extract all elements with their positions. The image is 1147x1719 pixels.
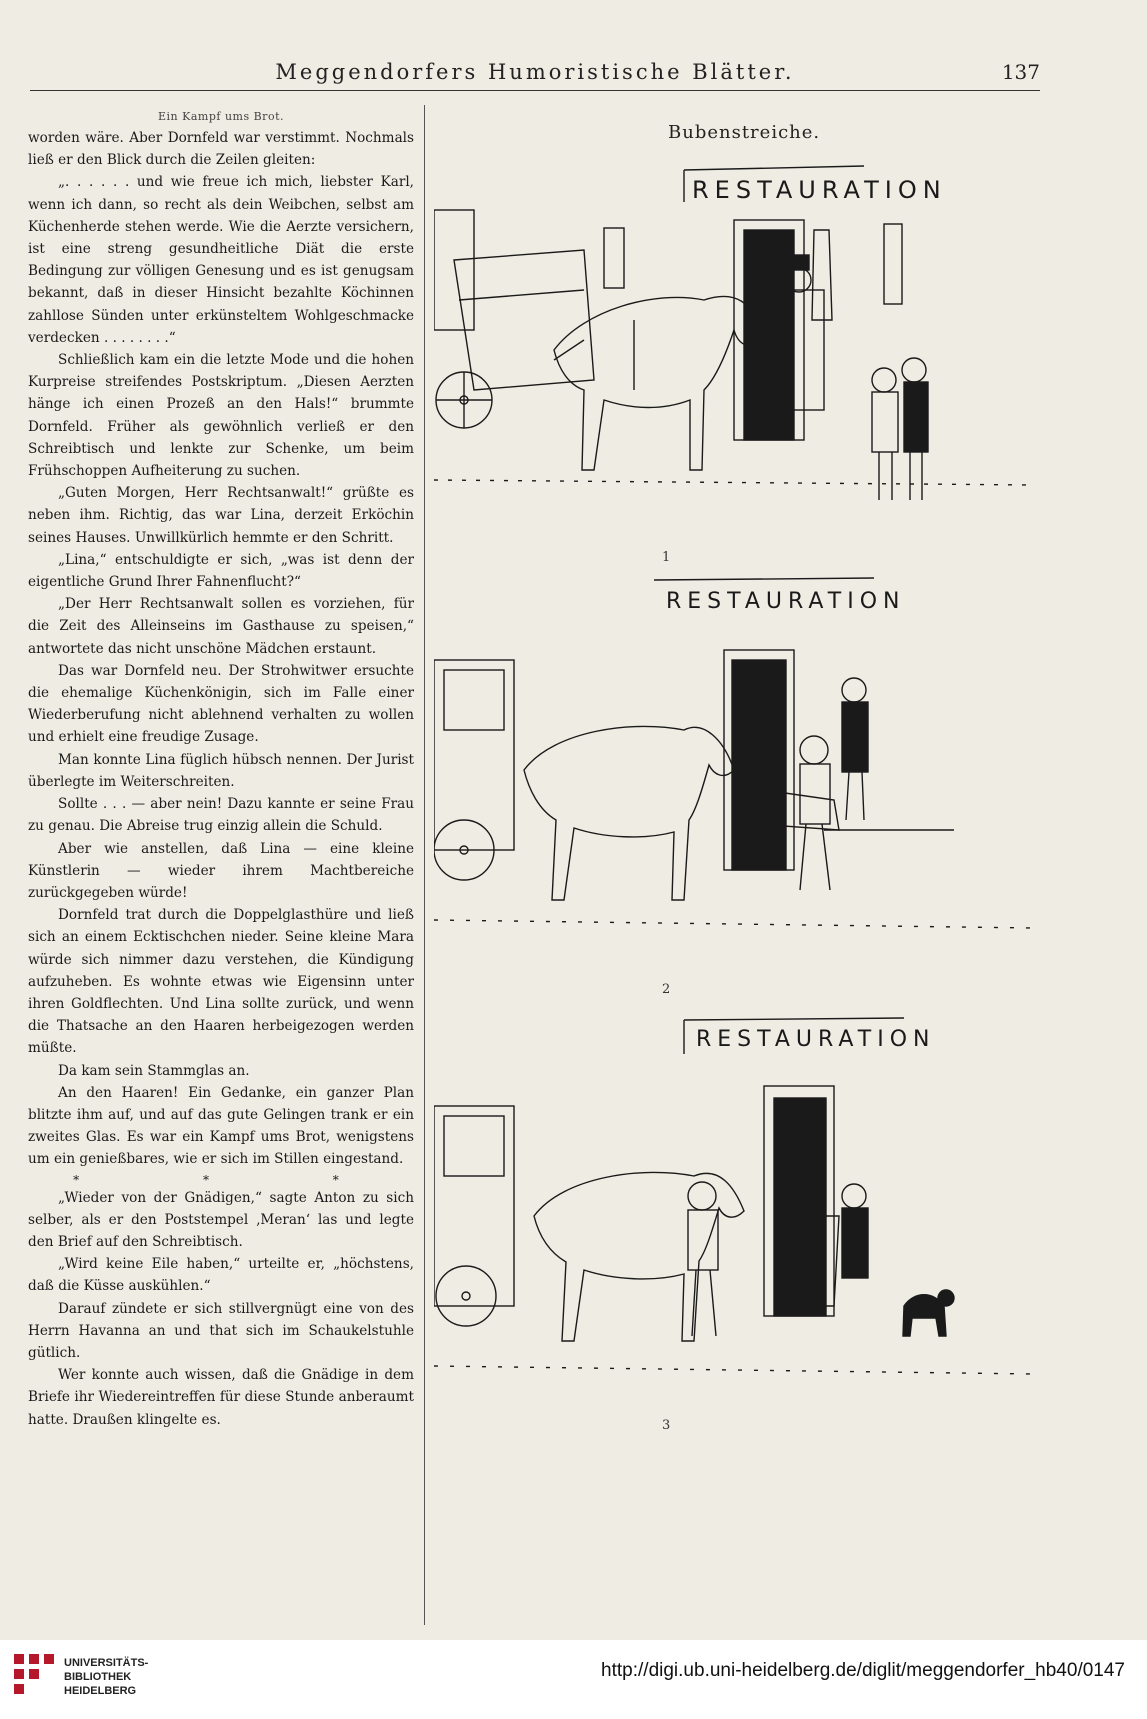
panel-3-drawing bbox=[434, 1006, 1034, 1416]
illustration-panel-2 bbox=[434, 570, 1034, 997]
story-paragraph: Dornfeld trat durch die Doppelglasthüre und ließ sich an einem Ecktischchen nieder. Seine kleine Mara würde sich nimmer dazu verstehen, die Kündigung aufzuheben. Es wohnte etwas wie Eigensinn unter ihren Goldflechten. Und Lina sollte zurück, und wenn die Thatsache an den Haaren herbeigezogen werden müßte. bbox=[28, 907, 414, 1057]
column-divider bbox=[424, 105, 425, 1625]
story-paragraph: Sollte . . . — aber nein! Dazu kannte er seine Frau zu genau. Die Abreise trug einzig allein die Schuld. bbox=[28, 796, 414, 835]
panel-1-drawing bbox=[434, 140, 1034, 540]
story-column bbox=[28, 110, 414, 1431]
library-name-line: HEIDELBERG bbox=[64, 1685, 137, 1697]
story-running-title: Ein Kampf ums Brot. bbox=[158, 110, 284, 123]
panel-number-1: 1 bbox=[662, 550, 671, 565]
restaurant-sign: RESTAURATION bbox=[696, 1027, 936, 1052]
library-name-line: BIBLIOTHEK bbox=[64, 1671, 132, 1683]
library-name-line: UNIVERSITÄTS- bbox=[64, 1657, 149, 1669]
library-name bbox=[64, 1656, 148, 1698]
story-paragraph: An den Haaren! Ein Gedanke, ein ganzer Plan blitzte ihm auf, und auf das gute Gelingen trank er ein zweites Glas. Es war ein Kampf ums Brot, wenigstens um ein genießbares, wie er sich im Stillen eingestand. bbox=[28, 1084, 414, 1168]
source-url-link[interactable]: http://digi.ub.uni-heidelberg.de/diglit/meggendorfer_hb40/0147 bbox=[601, 1660, 1125, 1681]
library-footer bbox=[0, 1640, 1147, 1719]
story-paragraph: „Wird keine Eile haben,“ urteilte er, „höchstens, daß die Küsse auskühlen.“ bbox=[28, 1256, 414, 1295]
story-paragraph: „Guten Morgen, Herr Rechtsanwalt!“ grüßte es neben ihm. Richtig, das war Lina, derzeit Erköchin seines Hauses. Unwillkürlich hemmte er den Schritt. bbox=[28, 485, 414, 546]
university-library-logo-icon bbox=[12, 1652, 56, 1696]
page-header bbox=[30, 60, 1040, 91]
story-paragraph: „Der Herr Rechtsanwalt sollen es vorziehen, für die Zeit des Alleinseins im Gasthause zu speisen,“ antwortete das nicht unschöne Mädchen erstaunt. bbox=[28, 596, 414, 657]
story-paragraph: Schließlich kam ein die letzte Mode und die hohen Kurpreise streifendes Postskriptum. „Diesen Aerzten hänge ich einen Prozeß an den Hals!“ brummte Dornfeld. Früher als gewöhnlich verließ er den Schreibtisch und lenkte zur Schenke, um beim Frühschoppen Aufheiterung zu suchen. bbox=[28, 352, 414, 480]
story-paragraph: Aber wie anstellen, daß Lina — eine kleine Künstlerin — wieder ihrem Machtbereiche zurückgegeben würde! bbox=[28, 840, 414, 901]
story-paragraph: Das war Dornfeld neu. Der Strohwitwer ersuchte die ehemalige Küchenkönigin, sich im Falle einer Wiederberufung nicht ablehnend verhalten zu wollen und erhielt eine freudige Zusage. bbox=[28, 662, 414, 746]
story-paragraph: Wer konnte auch wissen, daß die Gnädige in dem Briefe ihr Wiedereintreffen für diese Stunde anberaumt hatte. Draußen klingelte es. bbox=[28, 1367, 414, 1428]
restaurant-sign: RESTAURATION bbox=[692, 176, 947, 204]
restaurant-sign: RESTAURATION bbox=[666, 589, 906, 614]
story-paragraph: worden wäre. Aber Dornfeld war verstimmt. Nochmals ließ er den Blick durch die Zeilen gleiten: bbox=[28, 130, 414, 169]
illustration-panel-1 bbox=[434, 140, 1034, 565]
panel-number-3: 3 bbox=[662, 1418, 671, 1433]
panel-number-2: 2 bbox=[662, 982, 671, 997]
illustration-title: Bubenstreiche. bbox=[668, 122, 821, 143]
story-paragraph: „Lina,“ entschuldigte er sich, „was ist denn der eigentliche Grund Ihrer Fahnenflucht?“ bbox=[28, 551, 414, 591]
illustration-panel-3 bbox=[434, 1006, 1034, 1433]
story-paragraph: „Wieder von der Gnädigen,“ sagte Anton zu sich selber, als er den Poststempel ‚Meran‘ las und legte den Brief auf den Schreibtisch. bbox=[28, 1189, 414, 1250]
story-paragraph: Man konnte Lina füglich hübsch nennen. Der Jurist überlegte im Weiterschreiten. bbox=[28, 751, 414, 790]
story-paragraph: Da kam sein Stammglas an. bbox=[58, 1062, 250, 1079]
magazine-title: Meggendorfers Humoristische Blätter. bbox=[275, 60, 795, 84]
section-separator: * * * bbox=[73, 1172, 399, 1187]
story-paragraph: Darauf zündete er sich stillvergnügt eine von des Herrn Havanna an und that sich im Schaukelstuhle gütlich. bbox=[28, 1300, 414, 1361]
page-number: 137 bbox=[1001, 60, 1040, 84]
panel-2-drawing bbox=[434, 570, 1034, 970]
story-paragraph: „. . . . . . und wie freue ich mich, liebster Karl, wenn ich dann, so recht als dein Weibchen, selbst am Küchenherde stehen werde. Wie die Aerzte versichern, ist eine streng gesundheitliche Diät die erste Bedingung zur völligen Genesung und es ist genugsam bekannt, daß in dieser Hinsicht bezahlte Köchinnen zahllose Sünden unter erkünsteltem Wohlgeschmacke verdecken . . . . . . . .“ bbox=[28, 174, 414, 346]
